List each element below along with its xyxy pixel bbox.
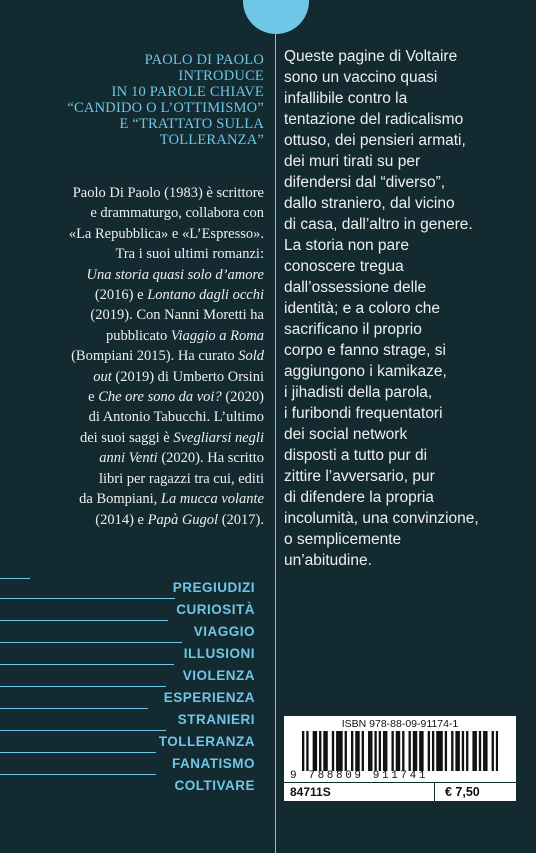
barcode-bar xyxy=(479,731,481,771)
blurb-line: Queste pagine di Voltaire xyxy=(284,48,458,65)
blurb-line: un’abitudine. xyxy=(284,552,372,569)
barcode-bar xyxy=(485,731,487,771)
barcode-bar xyxy=(440,731,442,771)
blurb-line: dallo straniero, dal vicino xyxy=(284,195,455,212)
barcode-bar xyxy=(402,731,404,771)
intro-line: TOLLERANZA” xyxy=(159,132,264,148)
keyword-rule xyxy=(0,642,182,643)
bio-line: «La Repubblica» e «L’Espresso». xyxy=(68,225,264,242)
blurb-line: i furibondi frequentatori xyxy=(284,405,443,422)
barcode-bar xyxy=(370,731,372,771)
blurb-line: identità; e a coloro che xyxy=(284,300,440,317)
bio-line: (2014) e Papà Gugol (2017). xyxy=(95,511,264,528)
intro-line: PAOLO DI PAOLO xyxy=(144,52,264,68)
keyword-item: STRANIERI xyxy=(177,712,255,727)
intro-line: IN 10 PAROLE CHIAVE xyxy=(111,84,264,100)
blurb-line: di difendere la propria xyxy=(284,489,434,506)
barcode-bar xyxy=(462,731,464,771)
barcode-bar xyxy=(409,731,411,771)
bio-line: (2016) e Lontano dagli occhi xyxy=(94,287,264,304)
barcode-bar xyxy=(306,731,308,771)
intro-line: E “TRATTATO SULLA xyxy=(119,116,264,132)
bio-line: e Che ore sono da voi? (2020) xyxy=(88,389,264,406)
blurb-line: corpo e fanno strage, si xyxy=(284,342,446,359)
barcode-bar xyxy=(340,731,342,771)
keyword-rule xyxy=(0,730,166,731)
product-code: 84711S xyxy=(290,785,331,799)
isbn-label: ISBN 978-88-09-91174-1 xyxy=(341,718,459,730)
keyword-rule xyxy=(0,752,156,753)
barcode-bar xyxy=(355,731,357,771)
blurb-line: sacrificano il proprio xyxy=(284,321,422,338)
barcode-bar xyxy=(483,731,485,771)
barcode-bar xyxy=(338,731,340,771)
keyword-rule xyxy=(0,578,30,579)
keyword-item: PREGIUDIZI xyxy=(172,580,255,595)
keyword-item: COLTIVARE xyxy=(174,778,255,793)
keyword-rule xyxy=(0,708,148,709)
intro-line: INTRODUCE xyxy=(178,68,264,84)
keyword-rule xyxy=(0,598,175,599)
barcode-bar xyxy=(351,731,353,771)
barcode-bar xyxy=(445,731,447,771)
barcode-bar xyxy=(432,731,434,771)
blurb-line: dall’ossessione delle xyxy=(284,279,427,296)
barcode-digits: 9 788809 911741 xyxy=(290,770,429,782)
bio-line: (2019). Con Nanni Moretti ha xyxy=(90,307,264,324)
keyword-item: VIAGGIO xyxy=(193,624,255,639)
bio-line: libri per ragazzi tra cui, editi xyxy=(98,470,264,487)
barcode-bar xyxy=(345,731,347,771)
vertical-divider xyxy=(275,0,276,853)
bio-line: Una storia quasi solo d’amore xyxy=(86,266,264,283)
barcode-bar xyxy=(455,731,457,771)
keyword-rule xyxy=(0,664,174,665)
barcode-bar xyxy=(385,731,387,771)
blurb-line: La storia non pare xyxy=(284,237,409,254)
barcode-bar xyxy=(336,731,338,771)
blurb-line: infallibile contro la xyxy=(284,90,408,107)
intro-line: “CANDIDO O L’OTTIMISMO” xyxy=(67,100,264,116)
barcode-bar xyxy=(496,731,498,771)
bio-line: anni Venti (2020). Ha scritto xyxy=(99,450,264,467)
barcode-graphic xyxy=(302,731,498,771)
barcode-bar xyxy=(383,731,385,771)
blurb-line: tentazione del radicalismo xyxy=(284,111,464,128)
barcode-bar xyxy=(396,731,398,771)
barcode-bar xyxy=(458,731,460,771)
blurb-text xyxy=(284,46,529,571)
keyword-rule xyxy=(0,774,156,775)
barcode-bar xyxy=(313,731,315,771)
barcode-bar xyxy=(492,731,494,771)
top-circle-decoration xyxy=(243,0,309,34)
blurb-line: conoscere tregua xyxy=(284,258,404,275)
barcode-bar xyxy=(319,731,321,771)
barcode-bar xyxy=(436,731,438,771)
product-code-box xyxy=(284,782,434,801)
blurb-line: di casa, dall’altro in genere. xyxy=(284,216,473,233)
barcode-bar xyxy=(391,731,393,771)
blurb-line: dei social network xyxy=(284,426,408,443)
barcode-bar xyxy=(466,731,468,771)
price: € 7,50 xyxy=(445,785,480,799)
bio-line: Paolo Di Paolo (1983) è scrittore xyxy=(72,185,264,201)
price-box xyxy=(435,782,516,801)
blurb-line: sono un vaccino quasi xyxy=(284,69,438,86)
barcode-bar xyxy=(438,731,440,771)
blurb-line: dei muri tirati su per xyxy=(284,153,421,170)
keyword-item: ESPERIENZA xyxy=(163,690,255,705)
barcode-bar xyxy=(357,731,359,771)
blurb-line: ottuso, dei pensieri armati, xyxy=(284,132,466,149)
barcode-bar xyxy=(451,731,453,771)
barcode-bar xyxy=(325,731,327,771)
blurb-line: o semplicemente xyxy=(284,531,402,548)
barcode-bar xyxy=(421,731,423,771)
barcode-bar xyxy=(315,731,317,771)
barcode-bar xyxy=(398,731,400,771)
blurb-line: incolumità, una convinzione, xyxy=(284,510,479,527)
barcode-panel xyxy=(284,716,516,782)
blurb-line: disposti a tutto pur di xyxy=(284,447,428,464)
barcode-bar xyxy=(323,731,325,771)
author-bio xyxy=(14,183,264,530)
blurb-line: i jihadisti della parola, xyxy=(284,384,433,401)
barcode-bar xyxy=(379,731,381,771)
keyword-item: FANATISMO xyxy=(172,756,255,771)
bio-line: pubblicato Viaggio a Roma xyxy=(105,327,264,344)
barcode-bar xyxy=(415,731,417,771)
barcode-bar xyxy=(472,731,474,771)
keyword-rule xyxy=(0,620,168,621)
barcode-bar xyxy=(302,731,304,771)
barcode-bar xyxy=(419,731,421,771)
blurb-line: zittire l’avversario, pur xyxy=(284,468,435,485)
keyword-item: ILLUSIONI xyxy=(183,646,255,661)
bio-line: da Bompiani, La mucca volante xyxy=(79,491,264,508)
blurb-line: difendersi dal “diverso”, xyxy=(284,174,446,191)
intro-heading xyxy=(24,52,264,148)
barcode-bar xyxy=(413,731,415,771)
keyword-item: VIOLENZA xyxy=(182,668,255,683)
blurb-line: aggiungono i kamikaze, xyxy=(284,363,447,380)
bio-line: out (2019) di Umberto Orsini xyxy=(93,368,264,385)
bio-line: Tra i suoi ultimi romanzi: xyxy=(115,246,264,263)
bio-line: dei suoi saggi è Svegliarsi negli xyxy=(79,429,264,446)
barcode-bar xyxy=(362,731,364,771)
barcode-bar xyxy=(332,731,334,771)
keyword-item: CURIOSITÀ xyxy=(176,602,255,617)
bio-line: di Antonio Tabucchi. L’ultimo xyxy=(88,409,264,426)
barcode-bar xyxy=(368,731,370,771)
keyword-item: TOLLERANZA xyxy=(158,734,255,749)
bio-line: e drammaturgo, collabora con xyxy=(90,205,264,222)
keyword-rule xyxy=(0,686,166,687)
bio-line: (Bompiani 2015). Ha curato Sold xyxy=(71,348,264,365)
barcode-bar xyxy=(475,731,477,771)
barcode-bar xyxy=(428,731,430,771)
barcode-bar xyxy=(374,731,376,771)
